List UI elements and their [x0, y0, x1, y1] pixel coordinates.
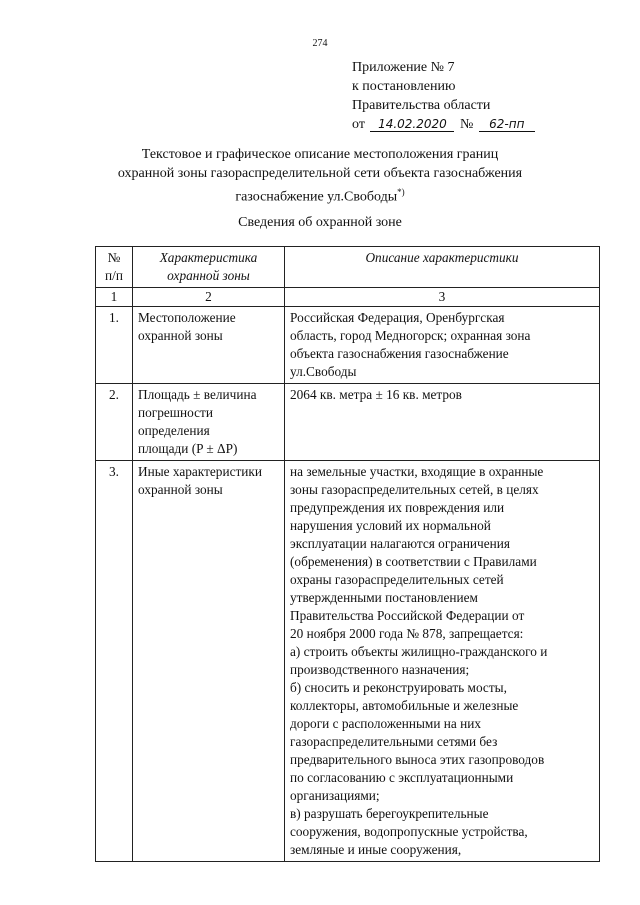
- title-line-2: охранной зоны газораспределительной сети объекта газоснабжения: [117, 166, 523, 181]
- table-row: [96, 384, 600, 461]
- table-header-row: [96, 247, 600, 288]
- appendix-line-3: Правительства области: [352, 98, 491, 113]
- row-name: Местоположение охранной зоны: [133, 307, 285, 384]
- appendix-line-2: к постановлению: [352, 79, 456, 94]
- document-title: [100, 145, 540, 207]
- title-line-3: газоснабжение ул.Свободы*): [235, 187, 405, 205]
- row-number: 1.: [96, 307, 133, 384]
- zone-info-table: [95, 246, 600, 862]
- header-description: Описание характеристики: [285, 247, 600, 288]
- table-row: [96, 307, 600, 384]
- index-cell: 3: [285, 288, 600, 307]
- appendix-block: [352, 58, 535, 134]
- from-label: от: [352, 117, 365, 132]
- row-description: на земельные участки, входящие в охранные зоны газораспределительных сетей, в целях предупреждения их повреждения или нарушения условий их нормальной эксплуатации налагаются ограничения (обременения) в соответствии с Правилами охраны газораспределительных сетей утвержденными постановлением Правительства Российской Федерации от 20 ноября 2000 года № 878, запрещается: а) строить объекты жилищно-гражданского и производственного назначения; б) сносить и реконструировать мосты, коллекторы, автомобильные и железные дороги с расположенными на них газораспределительными сетями без предварительного выноса этих газопроводов по согласованию с эксплуатационными организациями; в) разрушать берегоукрепительные сооружения, водопропускные устройства, земляные и иные сооружения,: [285, 461, 600, 862]
- table-row: [96, 461, 600, 862]
- page-number: 274: [312, 38, 328, 49]
- handwritten-date: 14.02.2020: [370, 117, 454, 132]
- appendix-line-1: Приложение № 7: [352, 60, 455, 75]
- header-characteristic: Характеристика охранной зоны: [133, 247, 285, 288]
- number-label: №: [459, 117, 474, 132]
- row-description: Российская Федерация, Оренбургская область, город Медногорск; охранная зона объекта газоснабжения газоснабжение ул.Свободы: [285, 307, 600, 384]
- row-name: Иные характеристики охранной зоны: [133, 461, 285, 862]
- handwritten-number: 62-пп: [479, 117, 535, 132]
- title-line-1: Текстовое и графическое описание местоположения границ: [141, 147, 499, 162]
- row-number: 3.: [96, 461, 133, 862]
- row-description: 2064 кв. метра ± 16 кв. метров: [285, 384, 600, 461]
- row-number: 2.: [96, 384, 133, 461]
- section-title: Сведения об охранной зоне: [238, 215, 402, 230]
- index-cell: 1: [96, 288, 133, 307]
- index-cell: 2: [133, 288, 285, 307]
- appendix-date-line: [352, 115, 535, 134]
- footnote-mark: *): [397, 187, 405, 197]
- row-name: Площадь ± величина погрешности определения площади (P ± ΔP): [133, 384, 285, 461]
- header-number: № п/п: [96, 247, 133, 288]
- table-index-row: [96, 288, 600, 307]
